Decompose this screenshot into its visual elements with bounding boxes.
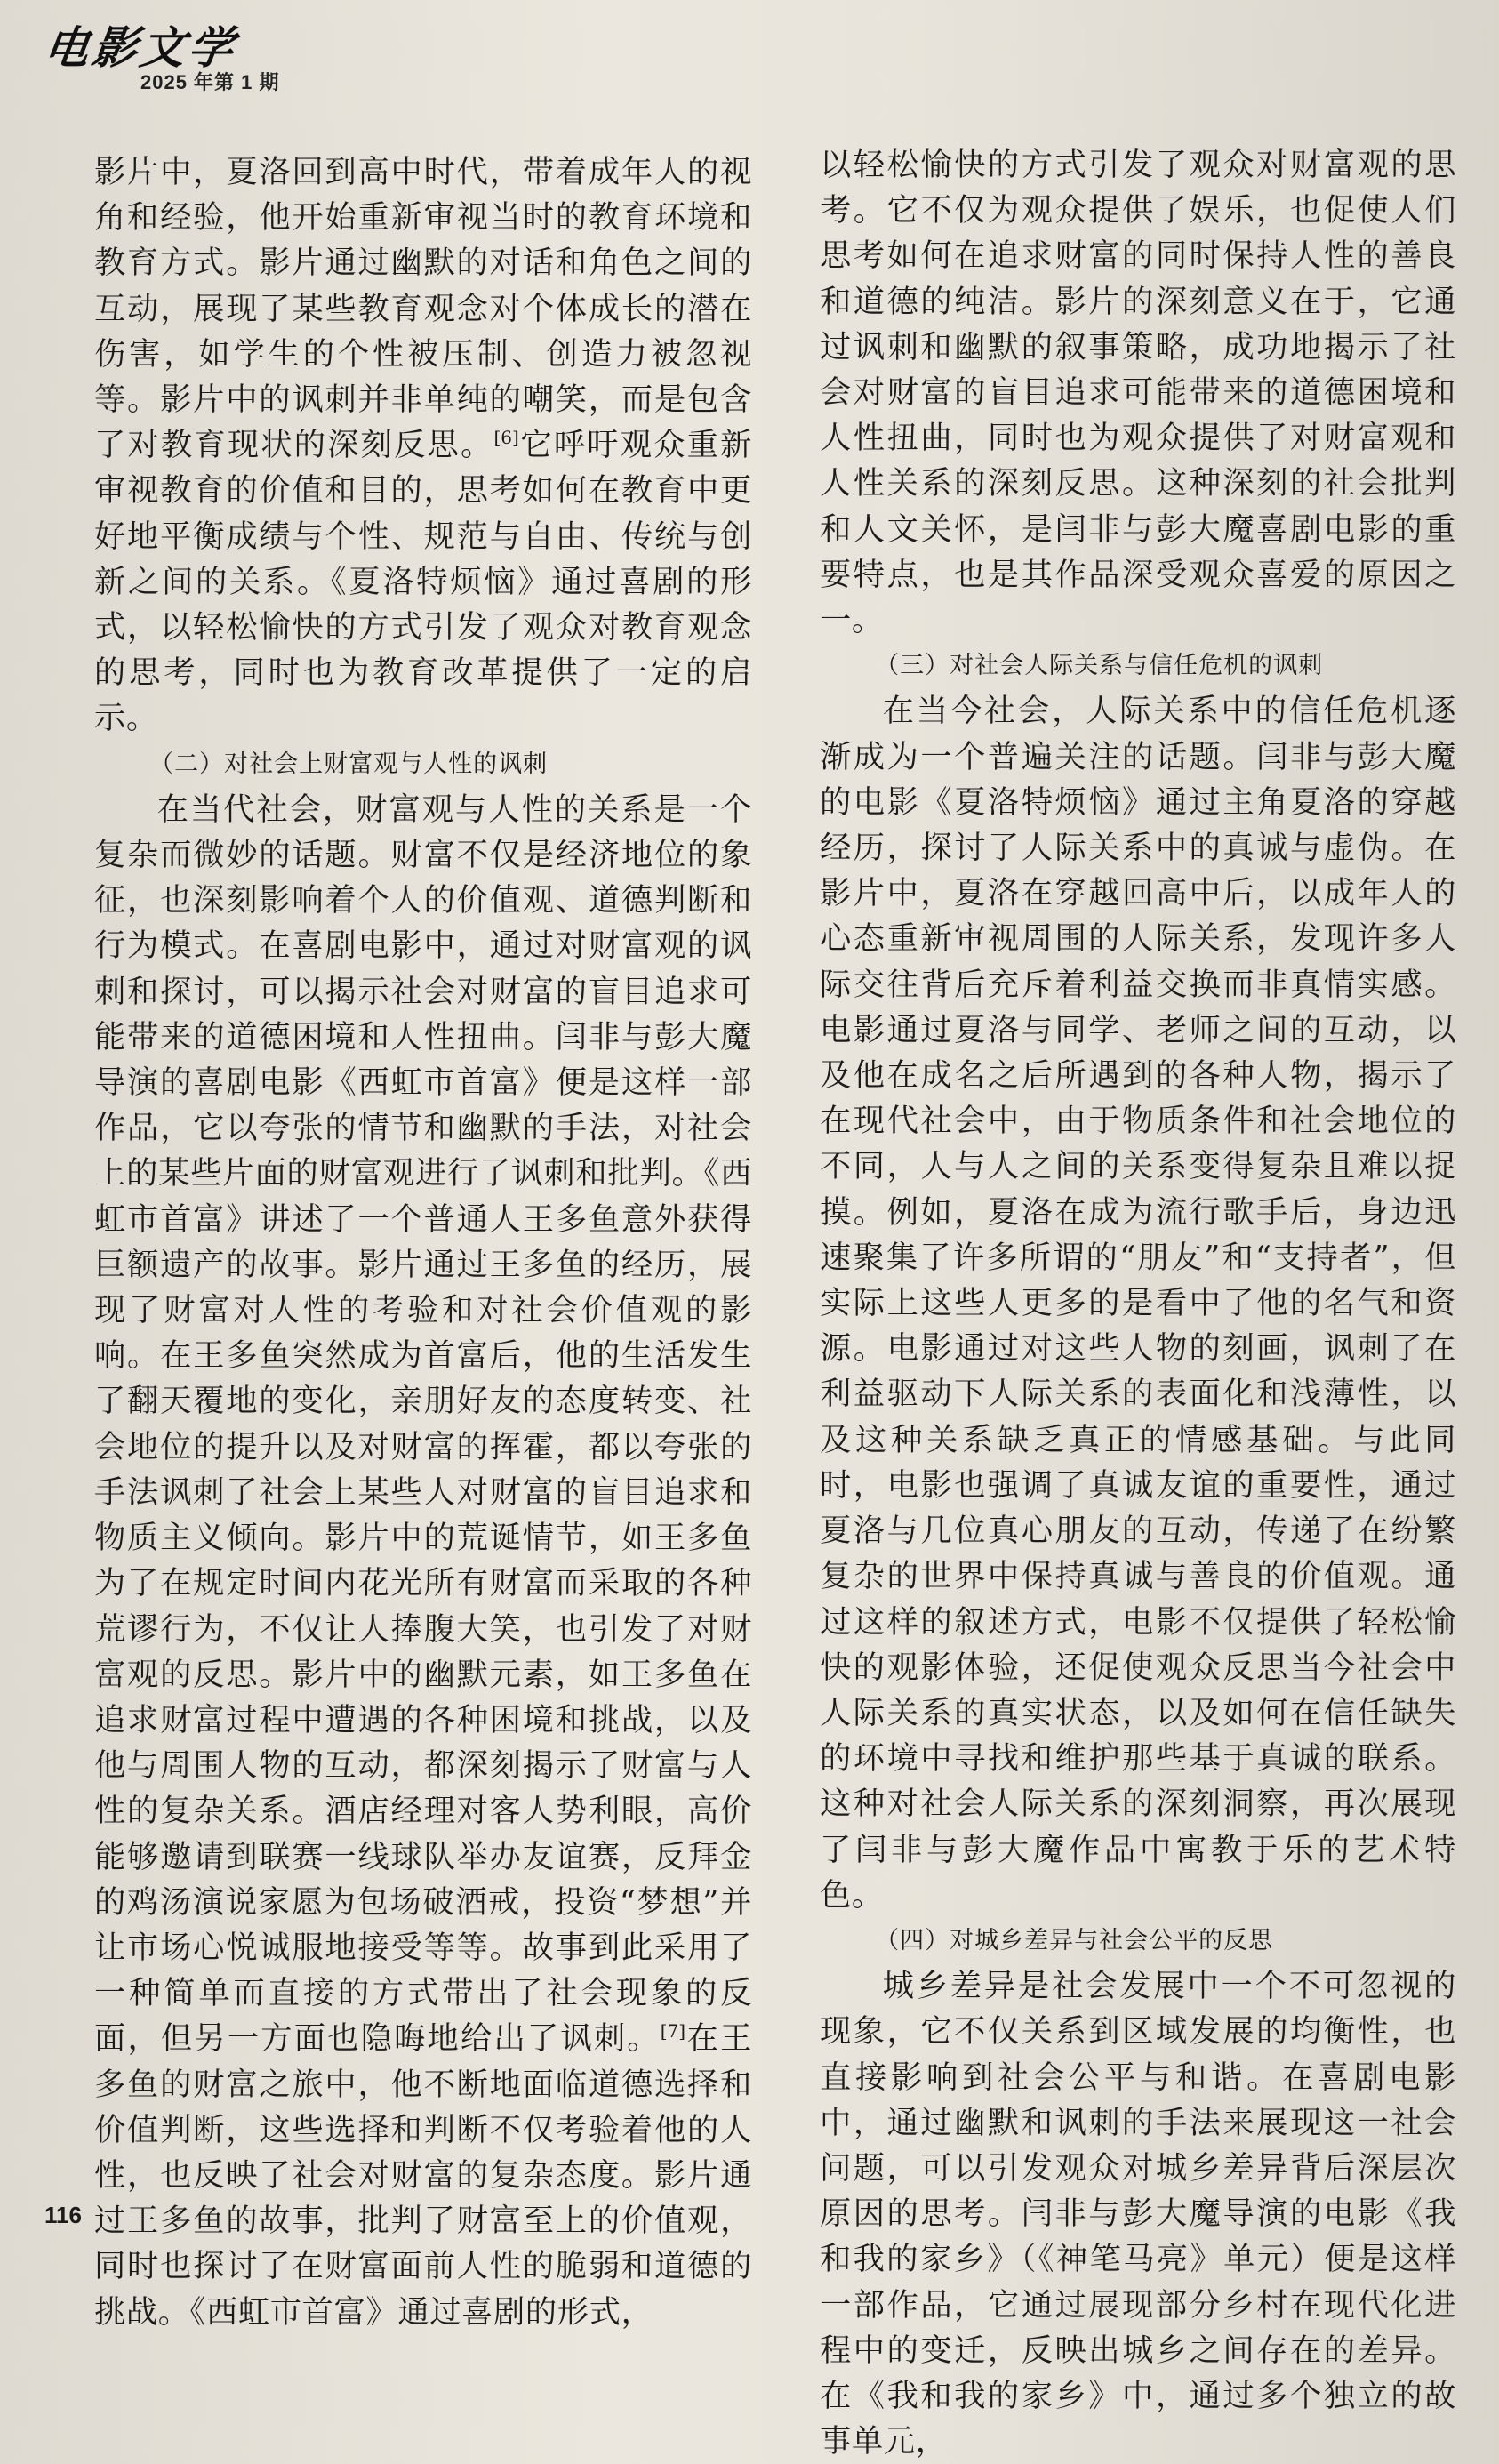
journal-logo: 电影文学: [40, 21, 241, 74]
journal-header: [40, 21, 280, 95]
paragraph: 以轻松愉快的方式引发了观众对财富观的思考。它不仅为观众提供了娱乐，也促使人们思考如何在追求财富的同时保持人性的善良和道德的纯洁。影片的深刻意义在于，它通过讽刺和幽默的叙事策略，成功地揭示了社会对财富的盲目追求可能带来的道德困境和人性扭曲，同时也为观众提供了对财富观和人性关系的深刻反思。这种深刻的社会批判和人文关怀，是闫非与彭大魔喜剧电影的重要特点，也是其作品深受观众喜爱的原因之一。: [820, 147, 1456, 639]
paragraph: [94, 149, 752, 742]
section-heading: （三）对社会人际关系与信任危机的讽刺: [875, 652, 1324, 680]
paragraph: 在当今社会，人际关系中的信任危机逐渐成为一个普遍关注的话题。闫非与彭大魔的电影《夏洛特烦恼》通过主角夏洛的穿越经历，探讨了人际关系中的真诚与虚伪。在影片中，夏洛在穿越回高中后，以成年人的心态重新审视周围的人际关系，发现许多人际交往背后充斥着利益交换而非真情实感。电影通过夏洛与同学、老师之间的互动，以及他在成名之后所遇到的各种人物，揭示了在现代社会中，由于物质条件和社会地位的不同，人与人之间的关系变得复杂且难以捉摸。例如，夏洛在成为流行歌手后，身边迅速聚集了许多所谓的“朋友”和“支持者”，但实际上这些人更多的是看中了他的名气和资源。电影通过对这些人物的刻画，讽刺了在利益驱动下人际关系的表面化和浅薄性，以及这种关系缺乏真正的情感基础。与此同时，电影也强调了真诚友谊的重要性，通过夏洛与几位真心朋友的互动，传递了在纷繁复杂的世界中保持真诚与善良的价值观。通过这样的叙述方式，电影不仅提供了轻松愉快的观影体验，还促使观众反思当今社会中人际关系的真实状态，以及如何在信任缺失的环境中寻找和维护那些基于真诚的联系。这种对社会人际关系的深刻洞察，再次展现了闫非与彭大魔作品中寓教于乐的艺术特色。: [820, 693, 1456, 1914]
section-heading: （四）对城乡差异与社会公平的反思: [875, 1926, 1274, 1954]
issue-label: 2025 年第 1 期: [140, 71, 280, 93]
paragraph-text: 影片中，夏洛回到高中时代，带着成年人的视角和经验，他开始重新审视当时的教育环境和教育方式。影片通过幽默的对话和角色之间的互动，展现了某些教育观念对个体成长的潜在伤害，如学生的个性被压制、创造力被忽视等。影片中的讽刺并非单纯的嘲笑，而是包含了对教育现状的深刻反思。: [94, 154, 752, 464]
left-column: [94, 149, 752, 2335]
paragraph: 城乡差异是社会发展中一个不可忽视的现象，它不仅关系到区域发展的均衡性，也直接影响到社会公平与和谐。在喜剧电影中，通过幽默和讽刺的手法来展现这一社会问题，可以引发观众对城乡差异背后深层次原因的思考。闫非与彭大魔导演的电影《我和我的家乡》（《神笔马亮》单元）便是这样一部作品，它通过展现部分乡村在现代化进程中的变迁，反映出城乡之间存在的差异。在《我和我的家乡》中，通过多个独立的故事单元，: [820, 1968, 1456, 2460]
footnote-ref: [6]: [493, 427, 519, 449]
section-heading: （二）对社会上财富观与人性的讽刺: [149, 750, 549, 778]
footnote-ref: [7]: [660, 2020, 686, 2043]
paragraph: [94, 787, 752, 2335]
paragraph-text: 它呼吁观众重新审视教育的价值和目的，思考如何在教育中更好地平衡成绩与个性、规范与自由、传统与创新之间的关系。《夏洛特烦恼》通过喜剧的形式，以轻松愉快的方式引发了观众对教育观念的思考，同时也为教育改革提供了一定的启示。: [94, 427, 752, 737]
paragraph-text: 在当代社会，财富观与人性的关系是一个复杂而微妙的话题。财富不仅是经济地位的象征，也深刻影响着个人的价值观、道德判断和行为模式。在喜剧电影中，通过对财富观的讽刺和探讨，可以揭示社会对财富的盲目追求可能带来的道德困境和人性扭曲。闫非与彭大魔导演的喜剧电影《西虹市首富》便是这样一部作品，它以夸张的情节和幽默的手法，对社会上的某些片面的财富观进行了讽刺和批判。《西虹市首富》讲述了一个普通人王多鱼意外获得巨额遗产的故事。影片通过王多鱼的经历，展现了财富对人性的考验和对社会价值观的影响。在王多鱼突然成为首富后，他的生活发生了翻天覆地的变化，亲朋好友的态度转变、社会地位的提升以及对财富的挥霍，都以夸张的手法讽刺了社会上某些人对财富的盲目追求和物质主义倾向。影片中的荒诞情节，如王多鱼为了在规定时间内花光所有财富而采取的各种荒谬行为，不仅让人捧腹大笑，也引发了对财富观的反思。影片中的幽默元素，如王多鱼在追求财富过程中遭遇的各种困境和挑战，以及他与周围人物的互动，都深刻揭示了财富与人性的复杂关系。酒店经理对客人势利眼，高价能够邀请到联赛一线球队举办友谊赛，反拜金的鸡汤演说家愿为包场破酒戒，投资“梦想”并让市场心悦诚服地接受等等。故事到此采用了一种简单而直接的方式带出了社会现象的反面，但另一方面也隐晦地给出了讽刺。: [94, 791, 752, 2058]
paragraph-text: 在王多鱼的财富之旅中，他不断地面临道德选择和价值判断，这些选择和判断不仅考验着他的人性，也反映了社会对财富的复杂态度。影片通过王多鱼的故事，批判了财富至上的价值观，同时也探讨了在财富面前人性的脆弱和道德的挑战。《西虹市首富》通过喜剧的形式，: [94, 2020, 753, 2331]
right-column: [820, 142, 1456, 2464]
page-number: 116: [44, 2202, 82, 2228]
